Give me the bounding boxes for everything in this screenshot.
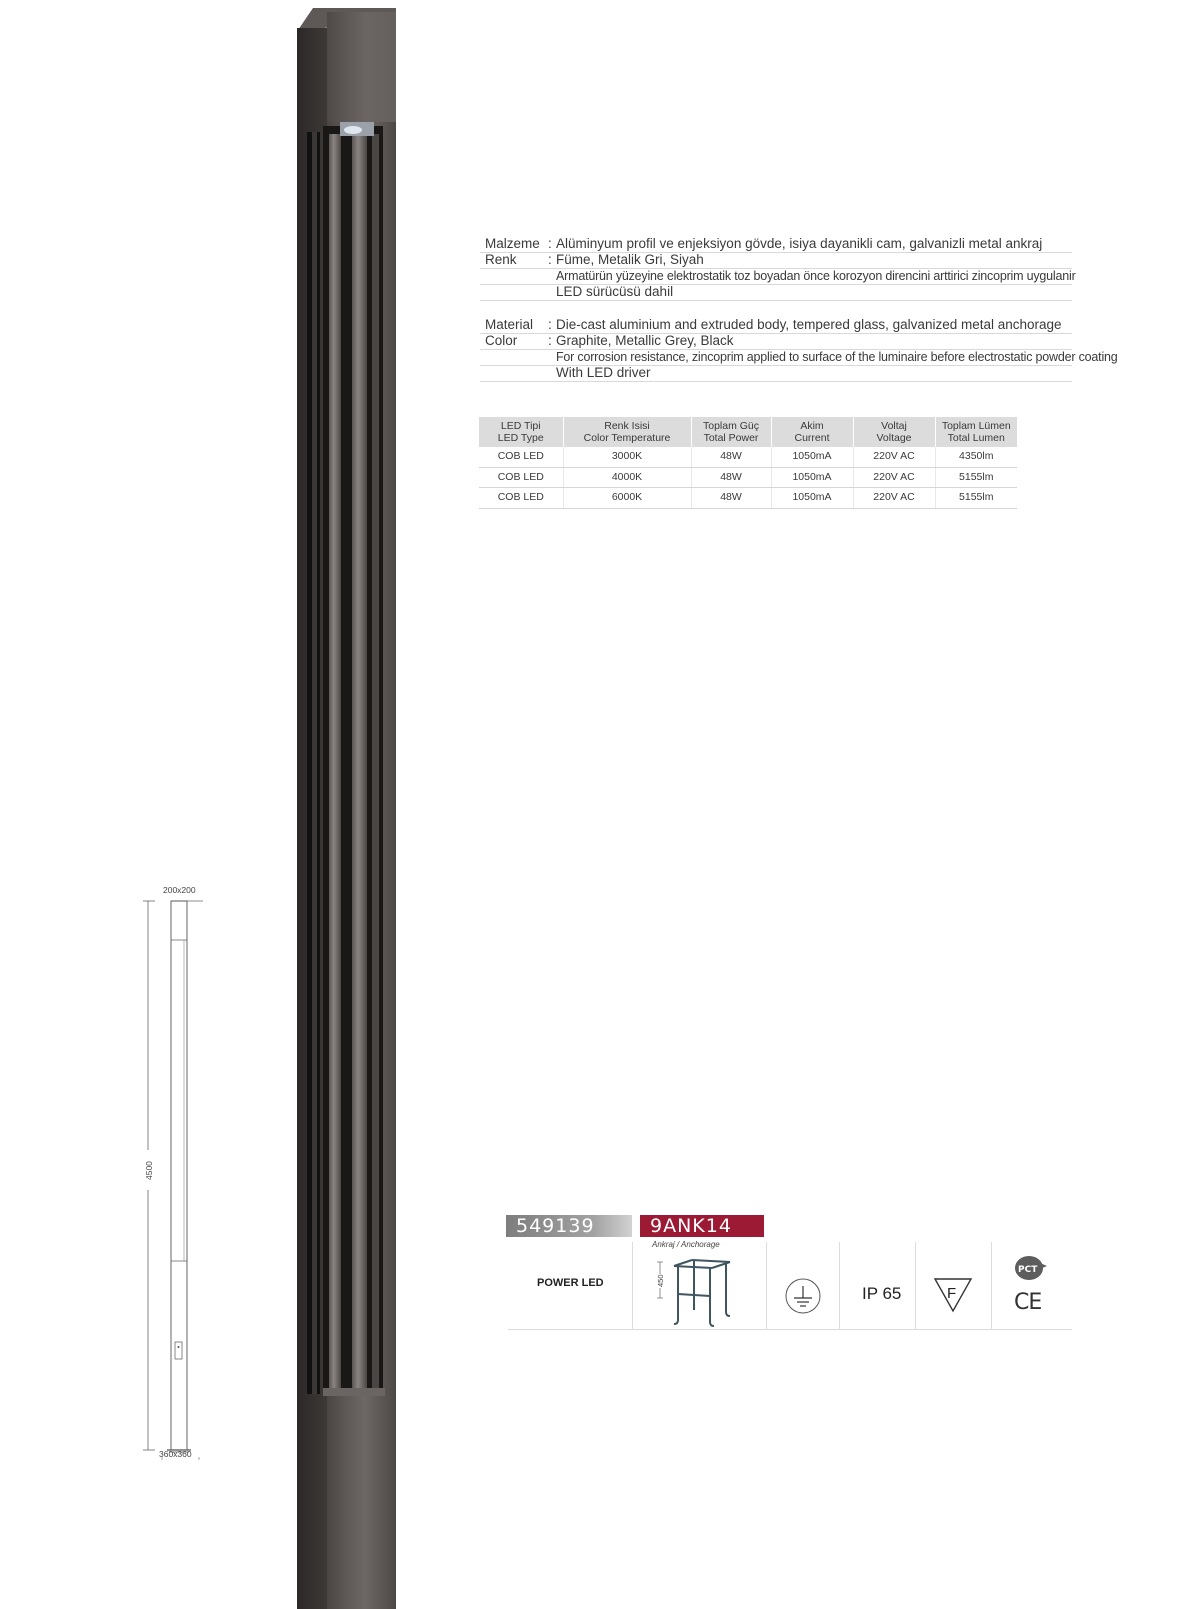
anchor-code-badge: 9ANK14 (640, 1215, 764, 1237)
table-cell: COB LED (479, 467, 563, 488)
anchor-cage (674, 1260, 730, 1326)
spec-label: Malzeme (485, 236, 540, 251)
pole-inner-bar (329, 134, 341, 1392)
table-cell: 5155lm (935, 488, 1017, 509)
header-tr: Toplam Güç (702, 419, 760, 432)
spec-line (480, 268, 1076, 285)
spec-colon: : (548, 333, 552, 348)
table-header-row (479, 417, 1017, 447)
cell-divider (991, 1242, 992, 1330)
header-en: Current (794, 432, 830, 444)
spec-value: Armatürün yüzeyine elektrostatik toz boyadan önce korozyon direncini arttirici zincoprim uygulanir (556, 269, 1076, 283)
header-led-type (479, 417, 563, 447)
product-code-badge: 549139 (506, 1215, 632, 1237)
spec-label: Material (485, 317, 534, 332)
spec-value: Die-cast aluminium and extruded body, tempered glass, galvanized metal anchorage (556, 317, 1062, 332)
table-cell: 1050mA (771, 488, 853, 509)
drawing-height-dimension: 4500 (144, 1161, 154, 1180)
table-cell: 48W (691, 488, 771, 509)
table-cell: 48W (691, 447, 771, 467)
table-cell: 1050mA (771, 467, 853, 488)
table-cell: 48W (691, 467, 771, 488)
pole-outline (171, 901, 187, 1450)
spec-colon: : (548, 252, 552, 267)
light-source-label: POWER LED (537, 1277, 604, 1289)
spec-label: Renk (485, 252, 517, 267)
ip-rating: IP 65 (862, 1284, 902, 1303)
pct-cert-text: PCT (1018, 1265, 1038, 1275)
table-row (479, 467, 1017, 488)
table-cell: 3000K (563, 447, 691, 467)
spec-value: LED sürücüsü dahil (556, 284, 674, 299)
header-en: Total Lumen (947, 432, 1005, 444)
header-tr: Renk Isisi (604, 419, 650, 432)
led-spec-table (479, 417, 1017, 509)
table-cell: 220V AC (853, 488, 935, 509)
table-cell: 1050mA (771, 447, 853, 467)
table-row (479, 447, 1017, 467)
technical-drawing (135, 880, 215, 1460)
header-current (771, 417, 853, 447)
header-en: Color Temperature (583, 432, 671, 444)
pct-cert-icon (1014, 1255, 1048, 1281)
spec-value: For corrosion resistance, zincoprim applied to surface of the luminaire before electrostatic powder coating (556, 350, 1118, 364)
anchor-dimension: 450 (656, 1274, 665, 1287)
spec-value: Graphite, Metallic Grey, Black (556, 333, 734, 348)
band-divider (508, 1329, 1072, 1330)
header-en: Voltage (876, 432, 912, 444)
table-cell: 4350lm (935, 447, 1017, 467)
cell-divider (632, 1242, 633, 1330)
header-tr: LED Tipi (500, 419, 541, 432)
spec-label: Color (485, 333, 518, 348)
cell-divider (915, 1242, 916, 1330)
ce-mark-icon: CE (1014, 1290, 1042, 1315)
table-cell: 220V AC (853, 467, 935, 488)
pole-inner-bar (352, 134, 367, 1392)
spec-colon: : (548, 317, 552, 332)
header-tr: Toplam Lümen (941, 419, 1011, 432)
led-lens (344, 126, 362, 134)
table-cell: 220V AC (853, 447, 935, 467)
spec-line (480, 317, 1072, 334)
spec-line (480, 236, 1072, 253)
header-total-lumen (935, 417, 1017, 447)
spec-line (480, 365, 1072, 382)
anchor-label: Ankraj / Anchorage (652, 1240, 720, 1249)
drawing-base-dimension: 360x360 (159, 1449, 192, 1459)
header-tr: Voltaj (881, 419, 907, 432)
header-en: Total Power (703, 432, 759, 444)
spec-line (480, 252, 1072, 269)
service-door (175, 1342, 182, 1359)
header-voltage (853, 417, 935, 447)
table-cell: 4000K (563, 467, 691, 488)
table-cell: COB LED (479, 447, 563, 467)
f-mark-letter: F (947, 1285, 957, 1302)
spec-value: With LED driver (556, 365, 651, 380)
f-mark-icon (933, 1276, 973, 1314)
cell-divider (839, 1242, 840, 1330)
table-row (479, 488, 1017, 509)
table-cell: 5155lm (935, 467, 1017, 488)
spec-line (480, 333, 1072, 350)
table-cell: 6000K (563, 488, 691, 509)
header-tr: Akim (800, 419, 824, 432)
spec-value: Füme, Metalik Gri, Siyah (556, 252, 704, 267)
spec-value: Alüminyum profil ve enjeksiyon gövde, isiya dayanikli cam, galvanizli metal ankraj (556, 236, 1043, 251)
drawing-top-dimension: 200x200 (163, 885, 196, 895)
spec-line (480, 349, 1118, 366)
table-cell: COB LED (479, 488, 563, 509)
earth-ground-icon (784, 1277, 822, 1315)
header-color-temp (563, 417, 691, 447)
anchorage-sketch (652, 1252, 762, 1328)
spec-colon: : (548, 236, 552, 251)
header-en: LED Type (497, 432, 544, 444)
cell-divider (766, 1242, 767, 1330)
header-total-power (691, 417, 771, 447)
spec-line (480, 284, 1072, 301)
